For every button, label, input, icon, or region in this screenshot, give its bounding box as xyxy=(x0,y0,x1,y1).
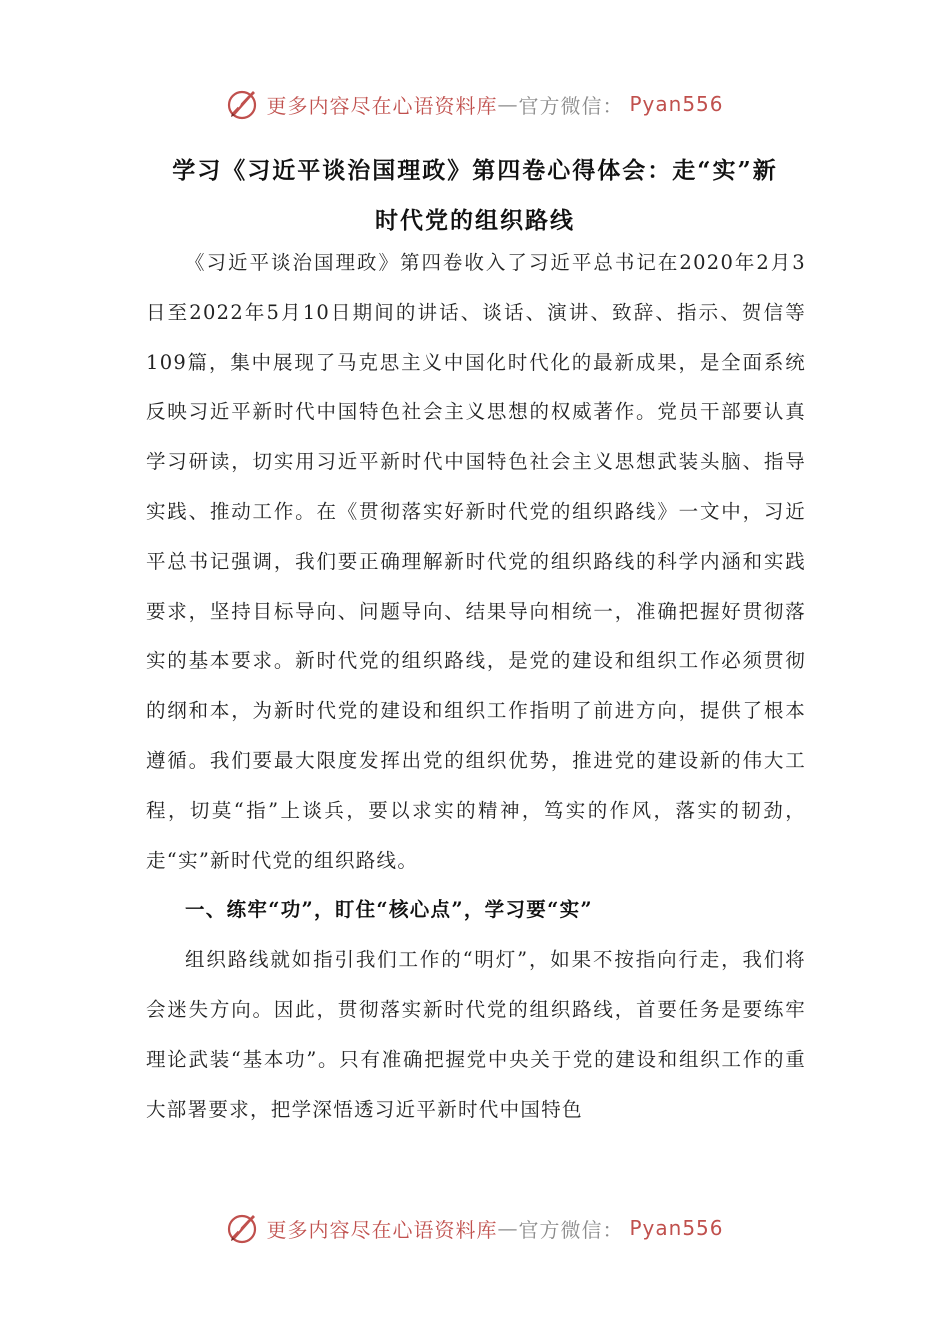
document-title-line-2: 时代党的组织路线 xyxy=(375,207,575,234)
pen-logo-icon xyxy=(226,1211,260,1245)
watermark-header xyxy=(0,84,950,124)
watermark-separator: — xyxy=(497,1216,519,1240)
watermark-official-label: 官方微信： xyxy=(518,1217,624,1242)
watermark-separator: — xyxy=(497,92,519,116)
body-paragraph-2: 组织路线就如指引我们工作的“明灯”，如果不按指向行走，我们将会迷失方向。因此，贯彻落实新时代党的组织路线，首要任务是要练牢理论武装“基本功”。只有准确把握党中央关于党的建设和组织工作的重大部署要求，把学深悟透习近平新时代中国特色 xyxy=(146,948,806,1121)
watermark-wechat-id: Pyan556 xyxy=(629,92,724,116)
document-body xyxy=(146,238,806,1134)
watermark-official-label: 官方微信： xyxy=(518,93,624,118)
watermark-main-text: 更多内容尽在心语资料库 xyxy=(266,1217,498,1242)
watermark-main-text: 更多内容尽在心语资料库 xyxy=(266,93,498,118)
section-heading-1: 一、练牢“功”，盯住“核心点”，学习要“实” xyxy=(185,898,593,922)
watermark-wechat-id: Pyan556 xyxy=(629,1216,724,1240)
document-title-line-1: 学习《习近平谈治国理政》第四卷心得体会：走“实”新 xyxy=(172,157,778,184)
body-paragraph-1: 《习近平谈治国理政》第四卷收入了习近平总书记在2020年2月3日至2022年5月10日期间的讲话、谈话、演讲、致辞、指示、贺信等109篇，集中展现了马克思主义中国化时代化的最新成果，是全面系统反映习近平新时代中国特色社会主义思想的权威著作。党员干部要认真学习研读，切实用习近平新时代中国特色社会主义思想武装头脑、指导实践、推动工作。在《贯彻落实好新时代党的组织路线》一文中，习近平总书记强调，我们要正确理解新时代党的组织路线的科学内涵和实践要求，坚持目标导向、问题导向、结果导向相统一，准确把握好贯彻落实的基本要求。新时代党的组织路线，是党的建设和组织工作必须贯彻的纲和本，为新时代党的建设和组织工作指明了前进方向，提供了根本遵循。我们要最大限度发挥出党的组织优势，推进党的建设新的伟大工程，切莫“指”上谈兵，要以求实的精神，笃实的作风，落实的韧劲，走“实”新时代党的组织路线。 xyxy=(146,251,806,872)
pen-logo-icon xyxy=(226,87,260,121)
watermark-footer xyxy=(0,1208,950,1248)
